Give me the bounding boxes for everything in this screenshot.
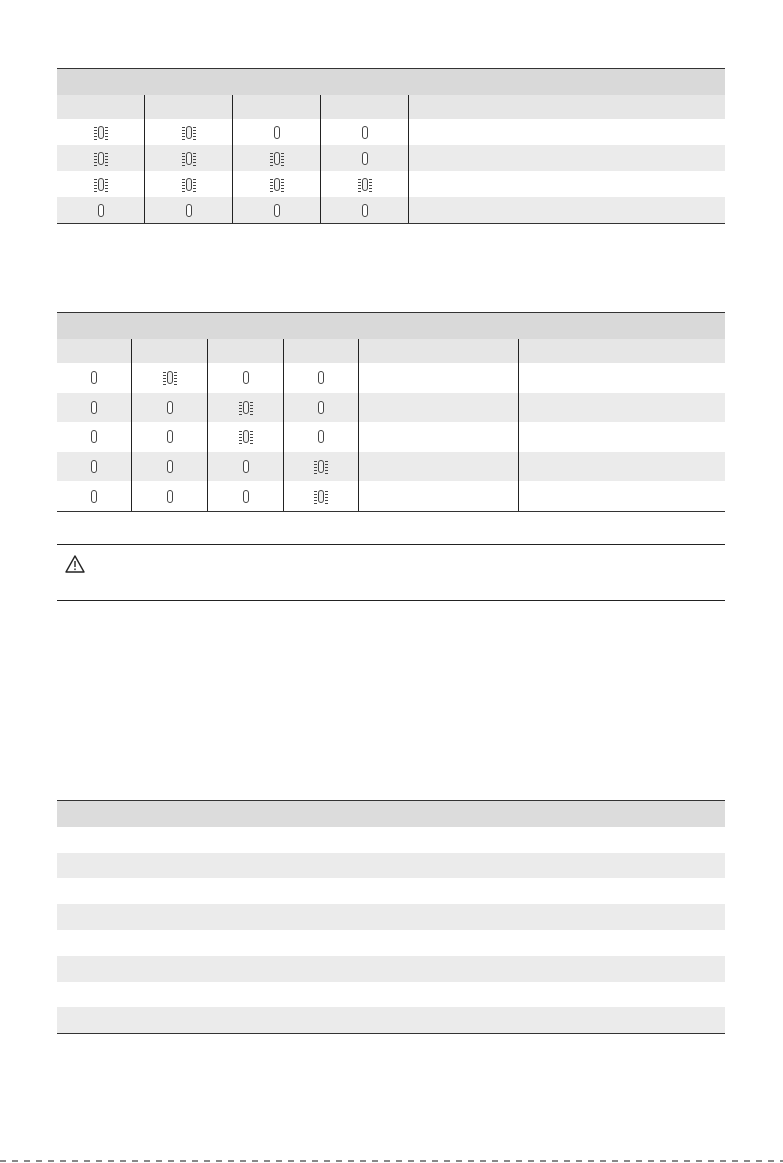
led-cell: [57, 363, 132, 393]
led-cell: [57, 197, 145, 223]
table-row: [57, 982, 725, 1008]
led-cell: [284, 363, 359, 393]
status-cell: [359, 452, 519, 482]
led-cell: [57, 171, 145, 197]
led-off-icon: [91, 490, 97, 503]
table2-header-cell: [519, 339, 725, 363]
table2-header-cell: [132, 339, 208, 363]
led-off-icon: [243, 490, 249, 503]
led-off-icon: [362, 126, 368, 139]
table1-header-cell: [57, 95, 145, 119]
led-cell: [145, 197, 233, 223]
led-cell: [57, 422, 132, 452]
led-off-icon: [318, 430, 324, 443]
led-off-icon: [186, 204, 192, 217]
led-cell: [57, 119, 145, 145]
led-off-icon: [91, 460, 97, 473]
led-off-icon: [167, 490, 173, 503]
led-cell: [233, 145, 321, 171]
table2-header-cell: [359, 339, 519, 363]
led-off-icon: [91, 430, 97, 443]
table2-header-row: [57, 339, 725, 363]
led-cell: [233, 197, 321, 223]
table-row: [57, 930, 725, 956]
led-off-icon: [91, 401, 97, 414]
status-cell: [359, 393, 519, 423]
table-row: [57, 956, 725, 982]
table1-header-cell: [233, 95, 321, 119]
led-cell: [284, 422, 359, 452]
led-cell: [145, 171, 233, 197]
led-cell: [284, 452, 359, 482]
led-blinking-icon: [318, 490, 324, 503]
led-cell: [233, 119, 321, 145]
led-cell: [132, 452, 208, 482]
led-cell: [233, 171, 321, 197]
led-blinking-icon: [98, 178, 104, 191]
led-off-icon: [167, 460, 173, 473]
table-row: [57, 853, 725, 879]
led-cell: [145, 145, 233, 171]
led-cell: [208, 393, 284, 423]
led-blinking-icon: [243, 430, 249, 443]
description-cell: [519, 481, 725, 511]
description-cell: [519, 452, 725, 482]
table1-header-cell: [145, 95, 233, 119]
led-off-icon: [167, 430, 173, 443]
table2-title-bar: [57, 312, 725, 339]
led-off-icon: [274, 204, 280, 217]
status-cell: [359, 481, 519, 511]
led-off-icon: [274, 126, 280, 139]
led-off-icon: [167, 401, 173, 414]
led-cell: [284, 481, 359, 511]
table1-header-cell: [321, 95, 409, 119]
led-cell: [208, 363, 284, 393]
table-row: [57, 904, 725, 930]
led-blinking-icon: [274, 152, 280, 165]
table-row: [57, 197, 725, 223]
description-cell: [519, 393, 725, 423]
led-cell: [57, 452, 132, 482]
led-blinking-icon: [186, 126, 192, 139]
warning-icon: [65, 555, 85, 573]
led-off-icon: [318, 401, 324, 414]
led-cell: [321, 145, 409, 171]
led-off-icon: [98, 204, 104, 217]
led-blinking-icon: [274, 178, 280, 191]
description-cell: [409, 145, 725, 171]
led-cell: [57, 393, 132, 423]
table-row: [57, 393, 725, 423]
info-table-3: [57, 800, 725, 1034]
description-cell: [409, 171, 725, 197]
table2-header-cell: [57, 339, 132, 363]
led-cell: [208, 422, 284, 452]
table-row: [57, 481, 725, 511]
status-cell: [359, 422, 519, 452]
table-row: [57, 363, 725, 393]
led-cell: [132, 393, 208, 423]
status-cell: [359, 363, 519, 393]
table3-header-row: [57, 801, 725, 827]
led-off-icon: [318, 371, 324, 384]
led-status-table-1: [57, 68, 725, 224]
led-cell: [321, 171, 409, 197]
led-off-icon: [362, 204, 368, 217]
led-blinking-icon: [243, 401, 249, 414]
led-cell: [208, 481, 284, 511]
caution-box: [57, 544, 725, 601]
led-cell: [284, 393, 359, 423]
table-row: [57, 171, 725, 197]
table-row: [57, 119, 725, 145]
led-cell: [208, 452, 284, 482]
description-cell: [519, 422, 725, 452]
led-off-icon: [362, 152, 368, 165]
table2-header-cell: [284, 339, 359, 363]
led-off-icon: [243, 371, 249, 384]
table-row: [57, 1007, 725, 1033]
table-row: [57, 145, 725, 171]
led-blinking-icon: [186, 152, 192, 165]
led-off-icon: [243, 460, 249, 473]
led-cell: [132, 481, 208, 511]
led-status-table-2: [57, 312, 725, 512]
led-blinking-icon: [318, 460, 324, 473]
led-cell: [145, 119, 233, 145]
description-cell: [409, 119, 725, 145]
table1-title-bar: [57, 68, 725, 95]
table-row: [57, 422, 725, 452]
led-cell: [57, 481, 132, 511]
led-cell: [132, 422, 208, 452]
led-cell: [321, 119, 409, 145]
led-cell: [57, 145, 145, 171]
led-off-icon: [91, 371, 97, 384]
description-cell: [519, 363, 725, 393]
table2-header-cell: [208, 339, 284, 363]
led-blinking-icon: [98, 126, 104, 139]
led-blinking-icon: [186, 178, 192, 191]
led-cell: [321, 197, 409, 223]
table1-header-cell: [409, 95, 725, 119]
table-row: [57, 452, 725, 482]
led-blinking-icon: [98, 152, 104, 165]
footer-dashed-strip: [0, 1160, 783, 1162]
table-row: [57, 878, 725, 904]
description-cell: [409, 197, 725, 223]
led-blinking-icon: [362, 178, 368, 191]
table-row: [57, 827, 725, 853]
led-cell: [132, 363, 208, 393]
led-blinking-icon: [167, 371, 173, 384]
table1-header-row: [57, 95, 725, 119]
